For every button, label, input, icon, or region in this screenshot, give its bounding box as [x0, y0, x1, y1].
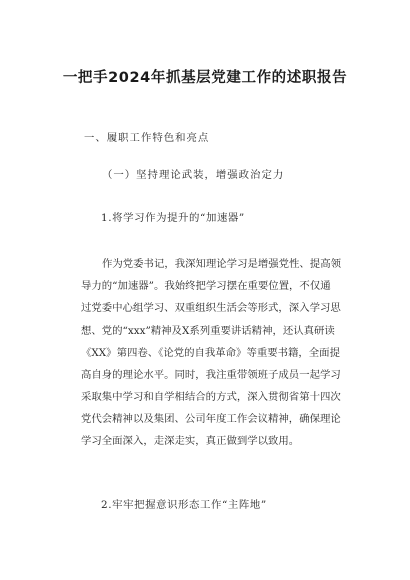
paragraph-line: 想、党的“xxx”精神及X系列重要讲话精神，还认真研读	[81, 325, 335, 337]
item-heading: 2.牢牢把握意识形态工作“主阵地”	[101, 499, 267, 511]
paragraph-line: 作为党委书记，我深知理论学习是增强党性、提高领	[102, 258, 341, 270]
document-title: 一把手2024年抓基层党建工作的述职报告	[62, 70, 348, 86]
paragraph-line: 学习全面深入，走深走实，真正做到学以致用。	[81, 435, 300, 447]
paragraph-line: 采取集中学习和自学相结合的方式，深入贯彻省第十四次	[81, 391, 341, 403]
paragraph-line: 党代会精神以及集团、公司年度工作会议精神，确保理论	[81, 413, 341, 425]
paragraph-line: 高自身的理论水平。同时，我注重带领班子成员一起学习	[81, 369, 341, 381]
paragraph-line: 《XX》第四卷、《论党的自我革命》等重要书籍，全面提	[81, 347, 340, 359]
paragraph-line: 过党委中心组学习、双重组织生活会等形式，深入学习思	[81, 302, 341, 314]
section-heading: 一、履职工作特色和亮点	[84, 132, 210, 144]
subsection-heading: （一）坚持理论武装，增强政治定力	[102, 169, 285, 181]
item-heading: 1.将学习作为提升的“加速器”	[101, 212, 245, 224]
paragraph-line: 导力的“加速器”。我始终把学习摆在重要位置，不仅通	[81, 280, 331, 292]
